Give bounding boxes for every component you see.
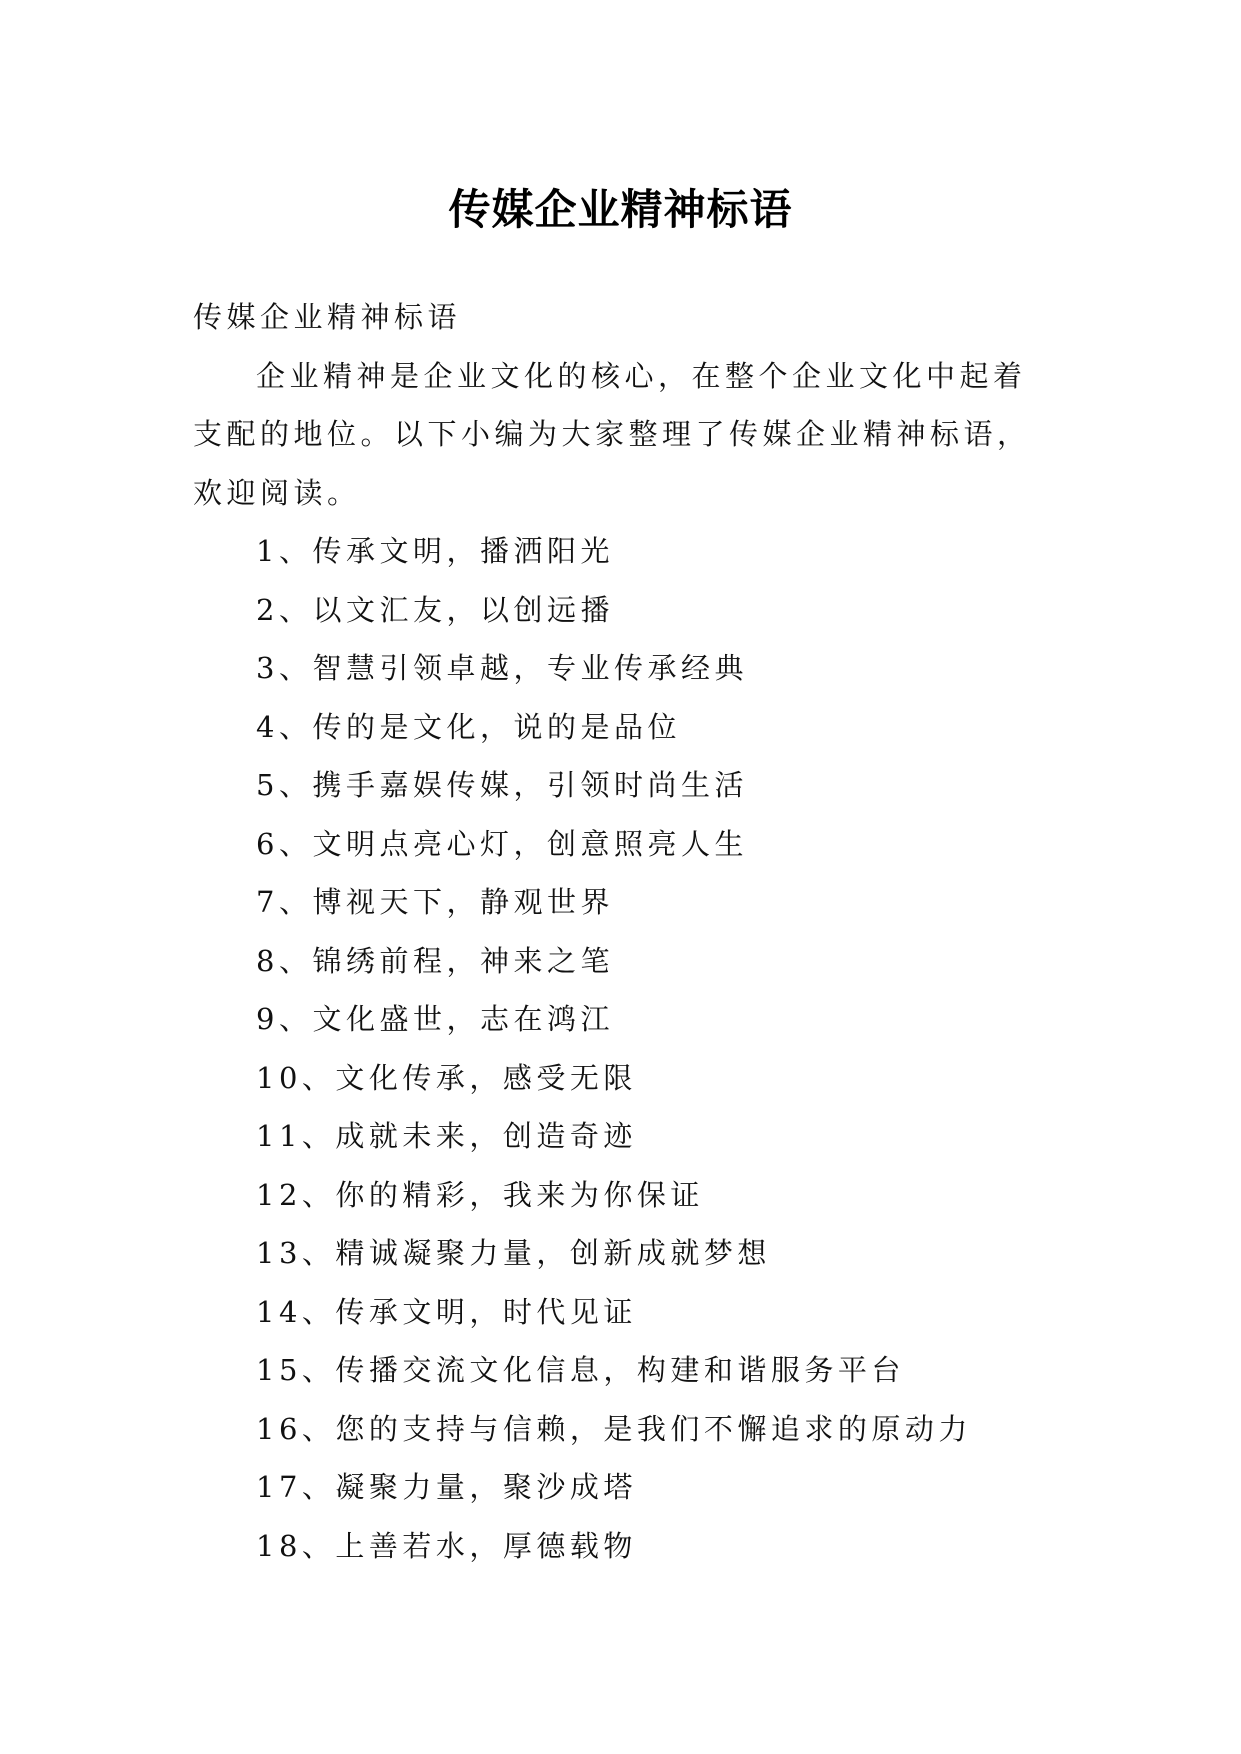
slogan-item: 3、智慧引领卓越，专业传承经典 <box>256 651 748 685</box>
slogan-item: 5、携手嘉娱传媒，引领时尚生活 <box>256 768 748 802</box>
slogan-item: 8、锦绣前程，神来之笔 <box>256 943 614 978</box>
slogan-item: 14、传承文明，时代见证 <box>256 1294 637 1329</box>
slogan-item: 12、你的精彩，我来为你保证 <box>256 1177 704 1212</box>
slogan-item: 4、传的是文化，说的是品位 <box>256 709 681 744</box>
document-body <box>193 288 1053 1575</box>
slogan-item: 6、文明点亮心灯，创意照亮人生 <box>256 826 748 861</box>
slogan-item: 17、凝聚力量，聚沙成塔 <box>256 1470 637 1504</box>
slogan-item: 7、博视天下，静观世界 <box>256 885 614 919</box>
slogan-item: 1、传承文明，播洒阳光 <box>256 534 614 568</box>
slogan-item: 15、传播交流文化信息，构建和谐服务平台 <box>256 1353 905 1387</box>
slogan-list <box>193 522 1053 1575</box>
slogan-item: 2、以文汇友，以创远播 <box>256 592 614 627</box>
slogan-item: 11、成就未来，创造奇迹 <box>256 1119 637 1153</box>
slogan-item: 10、文化传承，感受无限 <box>256 1060 637 1095</box>
slogan-item: 9、文化盛世，志在鸿江 <box>256 1002 614 1036</box>
intro-paragraph: 企业精神是企业文化的核心，在整个企业文化中起着支配的地位。以下小编为大家整理了传媒企业精神标语，欢迎阅读。 <box>193 358 1031 510</box>
slogan-item: 16、您的支持与信赖，是我们不懈追求的原动力 <box>256 1411 972 1446</box>
slogan-item: 18、上善若水，厚德载物 <box>256 1528 637 1563</box>
document-subtitle: 传媒企业精神标语 <box>193 300 462 334</box>
slogan-item: 13、精诚凝聚力量，创新成就梦想 <box>256 1236 771 1270</box>
page-title: 传媒企业精神标语 <box>448 185 793 235</box>
